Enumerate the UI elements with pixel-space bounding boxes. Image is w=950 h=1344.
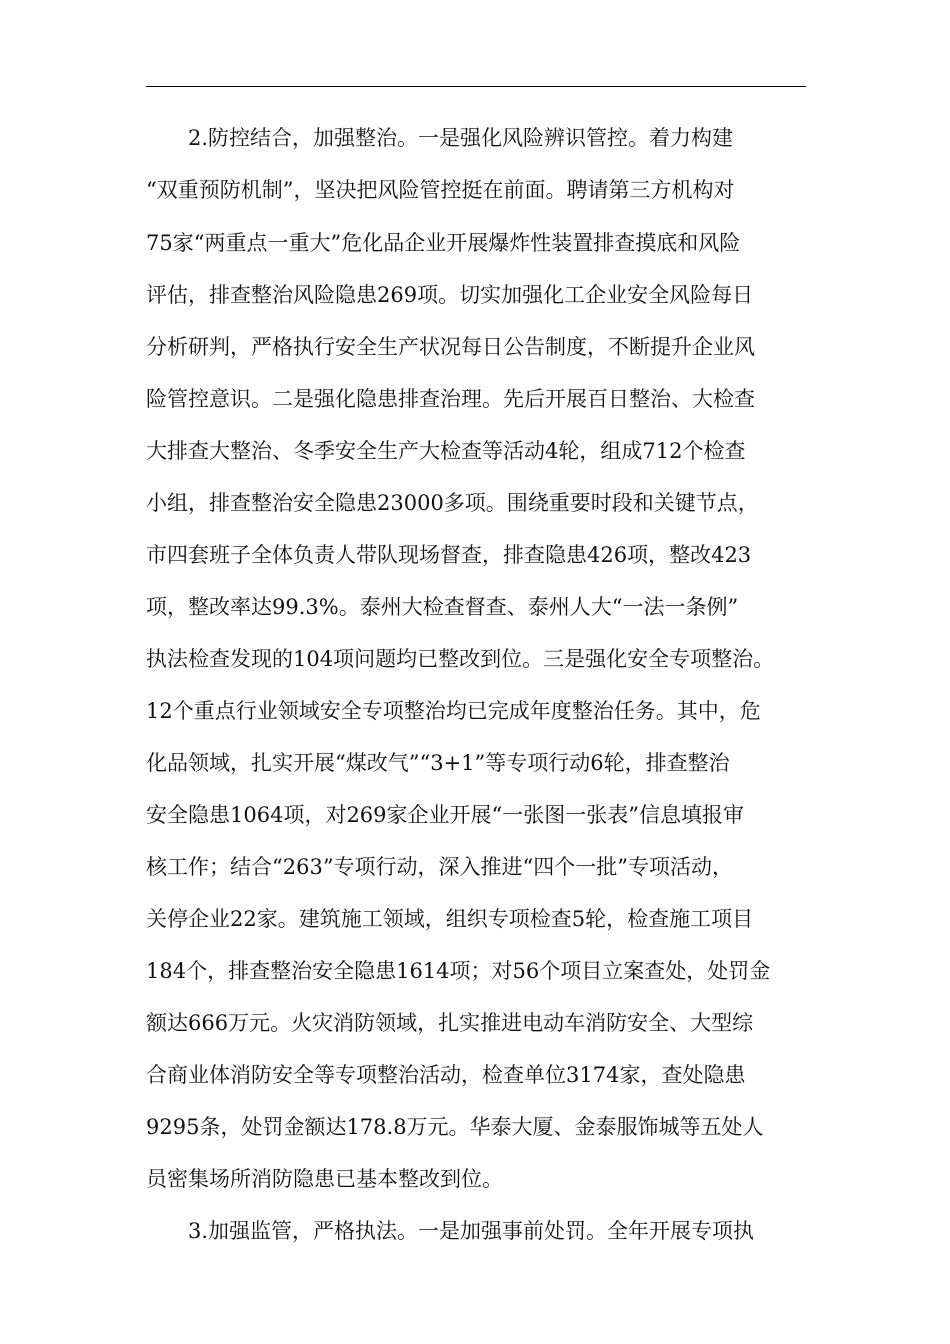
paragraph-2-line-8: 小组，排查整治安全隐患23000多项。围绕重要时段和关键节点，: [146, 491, 759, 515]
paragraph-2-line-19: 合商业体消防安全等专项整治活动，检查单位3174家，查处隐患: [146, 1063, 746, 1087]
paragraph-2-line-11: 执法检查发现的104项问题均已整改到位。三是强化安全专项整治。: [146, 647, 775, 671]
paragraph-3-line-1: 3.加强监管，严格执法。一是加强事前处罚。全年开展专项执: [188, 1219, 755, 1243]
paragraph-2-line-9: 市四套班子全体负责人带队现场督查，排查隐患426项，整改423: [146, 543, 752, 567]
paragraph-2-line-1: 2.防控结合，加强整治。一是强化风险辨识管控。着力构建: [188, 126, 734, 150]
paragraph-2-line-3: 75家“两重点一重大”危化品企业开展爆炸性装置排查摸底和风险: [146, 231, 741, 255]
paragraph-2-line-20: 9295条，处罚金额达178.8万元。华泰大厦、金泰服饰城等五处人: [146, 1115, 764, 1139]
paragraph-2-line-13: 化品领域，扎实开展“煤改气”“3+1”等专项行动6轮，排查整治: [146, 751, 730, 775]
paragraph-2-line-6: 险管控意识。二是强化隐患排查治理。先后开展百日整治、大检查: [146, 387, 755, 411]
paragraph-2-line-12: 12个重点行业领域安全专项整治均已完成年度整治任务。其中，危: [146, 699, 761, 723]
paragraph-2-line-5: 分析研判，严格执行安全生产状况每日公告制度，不断提升企业风: [146, 335, 755, 359]
paragraph-2-line-14: 安全隐患1064项，对269家企业开展“一张图一张表”信息填报审: [146, 803, 744, 827]
paragraph-2-line-7: 大排查大整治、冬季安全生产大检查等活动4轮，组成712个检查: [146, 439, 746, 463]
header-rule: [146, 86, 806, 87]
paragraph-2-line-16: 关停企业22家。建筑施工领域，组织专项检查5轮，检查施工项目: [146, 907, 754, 931]
paragraph-2-line-10: 项，整改率达99.3%。泰州大检查督查、泰州人大“一法一条例”: [146, 595, 739, 619]
paragraph-2-line-2: “双重预防机制”，坚决把风险管控挺在前面。聘请第三方机构对: [146, 178, 735, 202]
paragraph-2-line-15: 核工作；结合“263”专项行动，深入推进“四个一批”专项活动，: [146, 855, 734, 879]
paragraph-2-line-17: 184个，排查整治安全隐患1614项；对56个项目立案查处，处罚金: [146, 959, 771, 983]
paragraph-2-line-4: 评估，排查整治风险隐患269项。切实加强化工企业安全风险每日: [146, 283, 754, 307]
paragraph-2-line-18: 额达666万元。火灾消防领域，扎实推进电动车消防安全、大型综: [146, 1011, 754, 1035]
paragraph-2-line-21: 员密集场所消防隐患已基本整改到位。: [146, 1167, 503, 1191]
